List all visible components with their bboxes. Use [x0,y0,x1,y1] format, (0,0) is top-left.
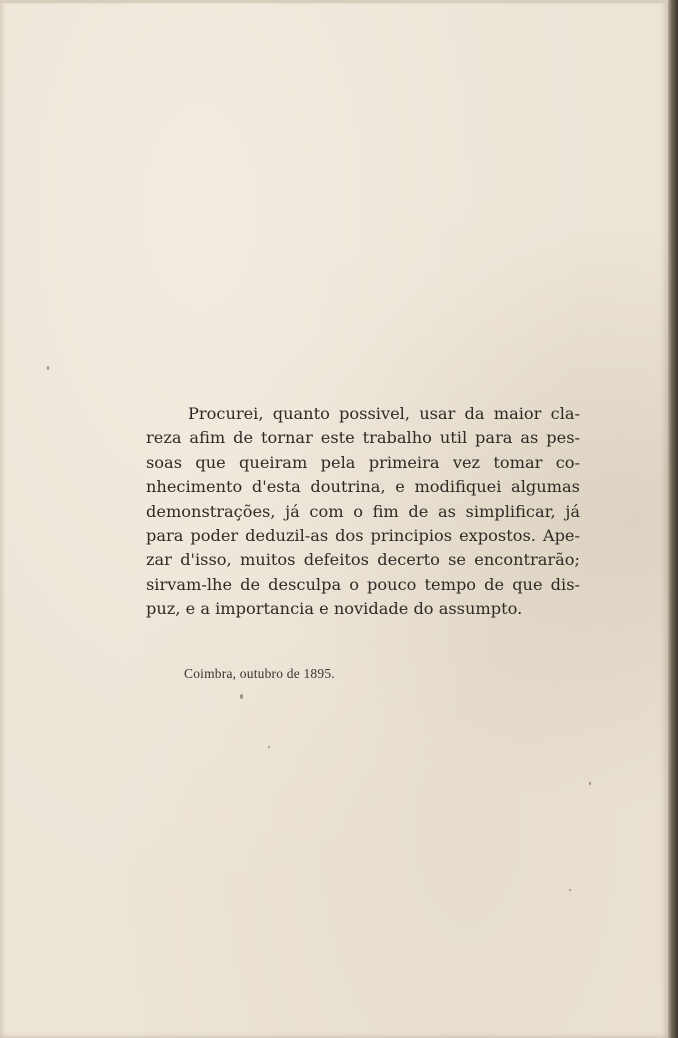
preface-line: sirvam-lhe de desculpa o pouco tempo de que dis- [146,574,580,594]
paper-speck [47,366,49,370]
preface-line: nhecimento d'esta doutrina, e modifiquei algumas [146,477,580,497]
paper-speck [268,746,270,748]
page-right-edge [668,0,678,1038]
preface-line: puz, e a importancia e novidade do assumpto. [146,599,523,619]
preface-paragraph [146,402,580,622]
page-top-edge [0,0,668,3]
place-date-signature: Coimbra, outubro de 1895. [184,666,335,681]
preface-line: Procurei, quanto possivel, usar da maior cla- [188,404,580,423]
preface-line: para poder deduzil-as dos principios expostos. Ape- [146,526,580,546]
preface-line: zar d'isso, muitos defeitos decerto se encontrarão; [146,550,580,570]
paper-speck [240,694,243,699]
preface-line: soas que queiram pela primeira vez tomar co- [146,452,580,472]
preface-line: demonstrações, já com o fim de as simplificar, já [146,501,580,521]
paper-speck [569,889,571,891]
preface-line: reza afim de tornar este trabalho util para as pes- [146,428,580,448]
paper-speck [589,782,591,785]
